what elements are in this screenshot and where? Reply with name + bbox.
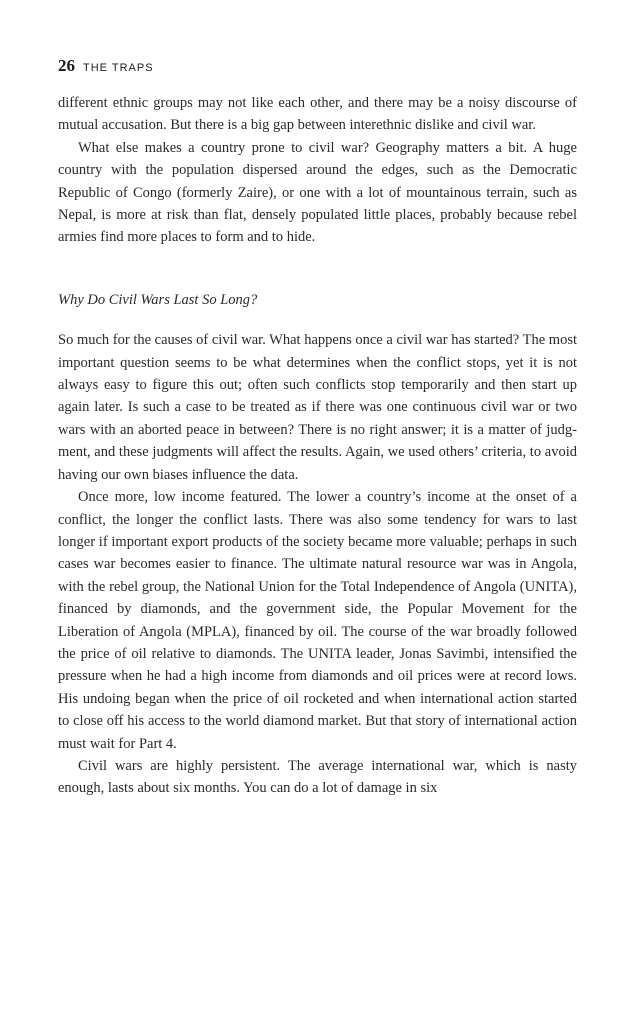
running-head [58,56,577,78]
paragraph: So much for the causes of civil war. What happens once a civil war has started? The most important question seems to be what determines when the conflict stops, yet it is not always easy to figure this out; often such conflicts stop temporarily and then start up again later. Is such a case to be treated as if there was one continuous civil war or two wars with an aborted peace in between? There is no right answer; it is a matter of judgment, and these judgments will affect the results. Again, we used others’ criteria, to avoid having our own biases influence the data. [58,332,577,483]
body-text [58,92,577,800]
paragraph: different ethnic groups may not like each other, and there may be a noisy discourse of mutual accusation. But there is a big gap between interethnic dislike and civil war. [58,95,577,134]
paragraph: Civil wars are highly persistent. The average international war, which is nasty enough, lasts about six months. You can do a lot of damage in six [58,757,577,797]
paragraph: Once more, low income featured. The lower a country’s income at the onset of a conflict, the longer the conflict lasts. There was also some tendency for wars to last longer if important export products of the society became more valuable; perhaps in such cases war becomes easier to finance. The ultimate natural resource war was in Angola, with the rebel group, the National Union for the Total Independence of Angola (UNITA), financed by diamonds, and the government side, the Popular Movement for the Liberation of Angola (MPLA), financed by oil. The course of the war broadly followed the price of oil relative to diamonds. The UNITA leader, Jonas Savimbi, intensified the pressure when he had a high income from diamonds and oil prices were at record lows. His undoing began when the price of oil rocketed and when international action started to close off his access to the world diamond market. But that story of international action must wait for Part 4. [58,489,577,752]
paragraph: What else makes a country prone to civil war? Geography matters a bit. A huge country with the population dispersed around the edges, such as the Democratic Republic of Congo (formerly Zaire), or one with a lot of mountainous terrain, such as Nepal, is more at risk than flat, densely populated little places, probably because rebel armies find more places to form and to hide. [58,139,577,246]
book-page [58,56,577,800]
section-title: THE TRAPS [83,62,154,74]
subheading: Why Do Civil Wars Last So Long? [58,291,258,308]
page-number: 26 [58,56,75,75]
